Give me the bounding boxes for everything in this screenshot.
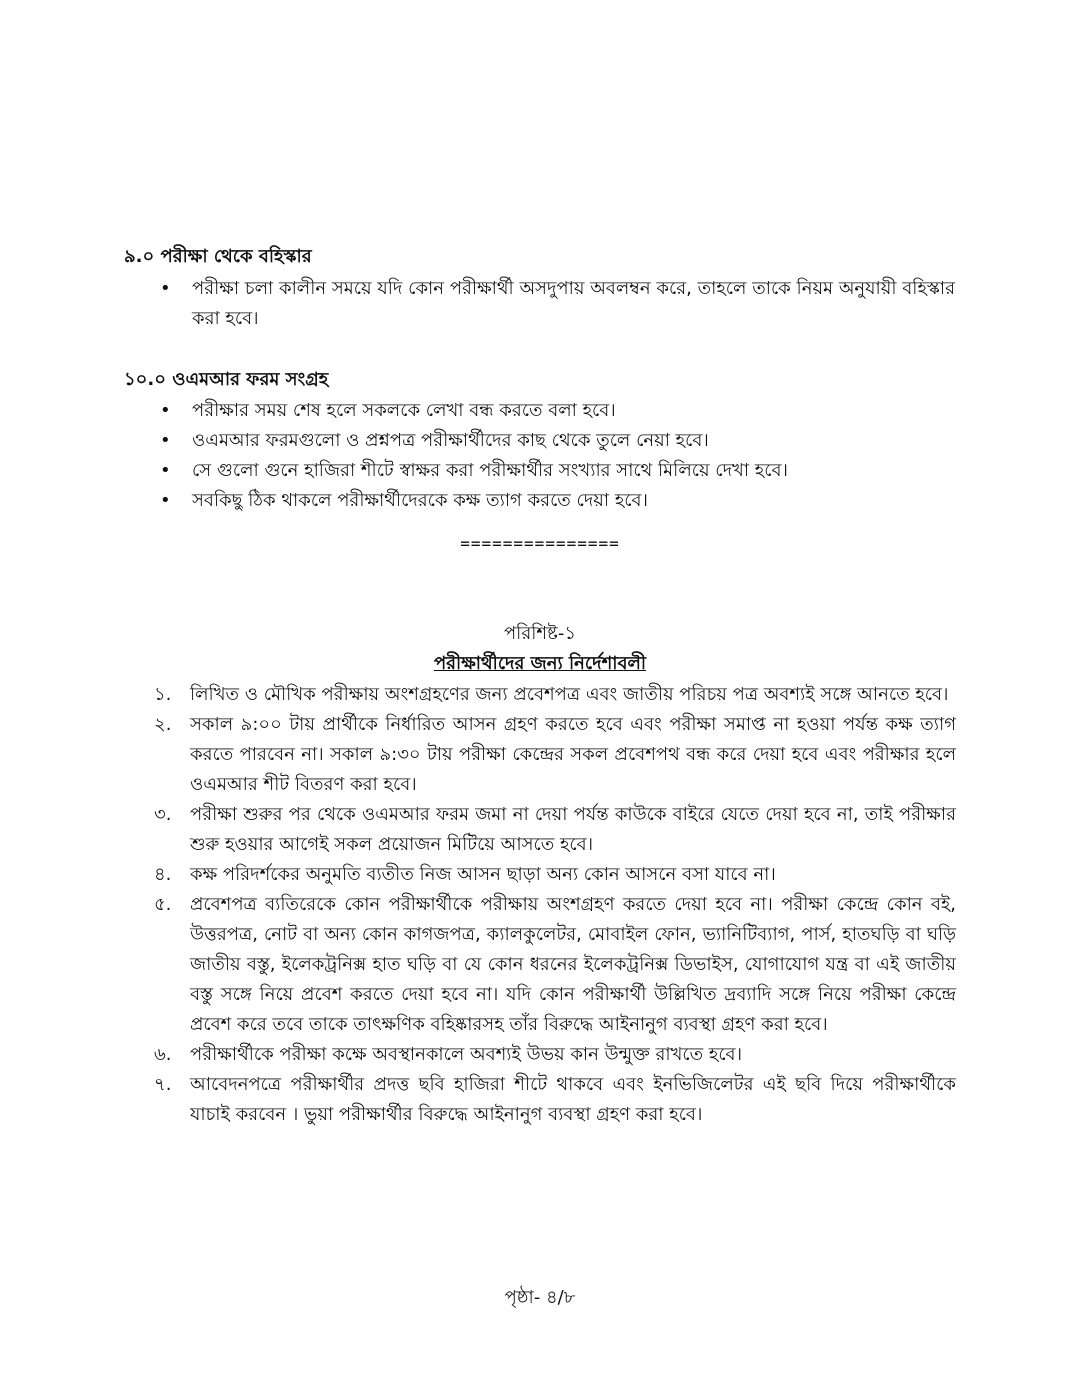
section-9-list	[160, 274, 955, 334]
instruction-item	[124, 1040, 956, 1070]
section-10-heading: ১০.০ ওএমআর ফরম সংগ্রহ	[124, 369, 329, 390]
bullet-icon: •	[160, 460, 171, 481]
instruction-number: ৪.	[154, 864, 172, 885]
instruction-number: ১.	[154, 684, 172, 705]
instruction-text: প্রবেশপত্র ব্যতিরেকে কোন পরীক্ষার্থীকে পরীক্ষায় অংশগ্রহণ করতে দেয়া হবে না। পরীক্ষা কেন্দ্রে কোন বই, উত্তরপত্র, নোট বা অন্য কোন কাগজপত্র, ক্যালকুলেটর, মোবাইল ফোন, ভ্যানিটিব্যাগ, পার্স, হাতঘড়ি বা ঘড়ি জাতীয় বস্তু, ইলেকট্রনিক্স হাত ঘড়ি বা যে কোন ধরনের ইলেকট্রনিক্স ডিভাইস, যোগাযোগ যন্ত্র বা এই জাতীয় বস্তু সঙ্গে নিয়ে প্রবেশ করতে দেয়া হবে না। যদি কোন পরীক্ষার্থী উল্লিখিত দ্রব্যাদি সঙ্গে নিয়ে পরীক্ষা কেন্দ্রে প্রবেশ করে তবে তাকে তাৎক্ষণিক বহিষ্কারসহ তাঁর বিরুদ্ধে আইনানুগ ব্যবস্থা গ্রহণ করা হবে।	[190, 894, 956, 1035]
bullet-text: সবকিছু ঠিক থাকলে পরীক্ষার্থীদেরকে কক্ষ ত্যাগ করতে দেয়া হবে।	[192, 490, 648, 511]
instruction-item	[124, 860, 956, 890]
bullet-text: পরীক্ষা চলা কালীন সময়ে যদি কোন পরীক্ষার্থী অসদুপায় অবলম্বন করে, তাহলে তাকে নিয়ম অনুযায়ী বহিস্কার করা হবে।	[192, 278, 955, 329]
appendix-title-wrap	[0, 650, 1080, 678]
instruction-text: কক্ষ পরিদর্শকের অনুমতি ব্যতীত নিজ আসন ছাড়া অন্য কোন আসনে বসা যাবে না।	[190, 864, 776, 885]
bullet-item	[160, 274, 955, 334]
instruction-text: সকাল ৯:০০ টায় প্রার্থীকে নির্ধারিত আসন গ্রহণ করতে হবে এবং পরীক্ষা সমাপ্ত না হওয়া পর্যন্ত কক্ষ ত্যাগ করতে পারবেন না। সকাল ৯:৩০ টায় পরীক্ষা কেন্দ্রের সকল প্রবেশপথ বন্ধ করে দেয়া হবে এবং পরীক্ষার হলে ওএমআর শীট বিতরণ করা হবে।	[190, 714, 956, 795]
instruction-item	[124, 1070, 956, 1130]
instruction-item	[124, 800, 956, 860]
appendix-title: পরীক্ষার্থীদের জন্য নির্দেশাবলী	[433, 653, 647, 674]
instruction-text: লিখিত ও মৌখিক পরীক্ষায় অংশগ্রহণের জন্য প্রবেশপত্র এবং জাতীয় পরিচয় পত্র অবশ্যই সঙ্গে আনতে হবে।	[190, 684, 949, 705]
bullet-icon: •	[160, 278, 171, 299]
instruction-number: ৬.	[154, 1044, 172, 1065]
instruction-text: পরীক্ষা শুরুর পর থেকে ওএমআর ফরম জমা না দেয়া পর্যন্ত কাউকে বাইরে যেতে দেয়া হবে না, তাই পরীক্ষার শুরু হওয়ার আগেই সকল প্রয়োজন মিটিয়ে আসতে হবে।	[190, 804, 956, 855]
bullet-item	[160, 456, 955, 486]
bullet-item	[160, 426, 955, 456]
instruction-number: ৩.	[154, 804, 172, 825]
instructions-list	[124, 680, 956, 1130]
instruction-item	[124, 890, 956, 1040]
bullet-icon: •	[160, 400, 171, 421]
section-divider: ===============	[460, 534, 620, 553]
bullet-text: পরীক্ষার সময় শেষ হলে সকলকে লেখা বন্ধ করতে বলা হবে।	[192, 400, 616, 421]
instruction-number: ৫.	[154, 894, 172, 915]
section-9-heading: ৯.০ পরীক্ষা থেকে বহিস্কার	[124, 246, 312, 267]
bullet-item	[160, 396, 955, 426]
page-number: পৃষ্ঠা- ৪/৮	[504, 1287, 576, 1308]
instruction-item	[124, 680, 956, 710]
appendix-label: পরিশিষ্ট-১	[503, 623, 577, 644]
instruction-item	[124, 710, 956, 800]
bullet-icon: •	[160, 490, 171, 511]
bullet-item	[160, 486, 955, 516]
bullet-icon: •	[160, 430, 171, 451]
bullet-text: ওএমআর ফরমগুলো ও প্রশ্নপত্র পরীক্ষার্থীদের কাছ থেকে তুলে নেয়া হবে।	[192, 430, 709, 451]
instruction-number: ৭.	[154, 1074, 172, 1095]
instruction-text: পরীক্ষার্থীকে পরীক্ষা কক্ষে অবস্থানকালে অবশ্যই উভয় কান উন্মুক্ত রাখতে হবে।	[190, 1044, 743, 1065]
bullet-text: সে গুলো গুনে হাজিরা শীটে স্বাক্ষর করা পরীক্ষার্থীর সংখ্যার সাথে মিলিয়ে দেখা হবে।	[192, 460, 788, 481]
instruction-number: ২.	[154, 714, 172, 735]
section-10-list	[160, 396, 955, 516]
instruction-text: আবেদনপত্রে পরীক্ষার্থীর প্রদত্ত ছবি হাজিরা শীটে থাকবে এবং ইনভিজিলেটর এই ছবি দিয়ে পরীক্ষার্থীকে যাচাই করবেন । ভুয়া পরীক্ষার্থীর বিরুদ্ধে আইনানুগ ব্যবস্থা গ্রহণ করা হবে।	[190, 1074, 956, 1125]
